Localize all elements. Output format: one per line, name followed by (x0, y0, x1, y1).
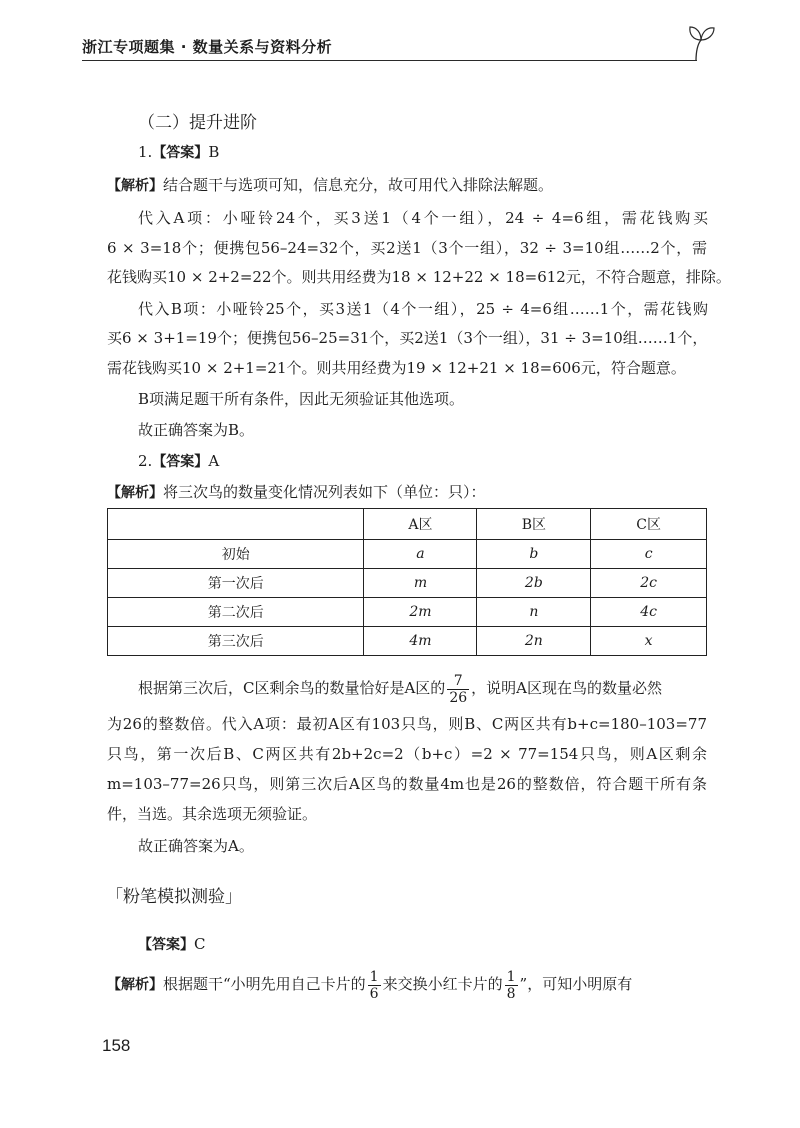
q2-analysis (107, 482, 707, 503)
mock-answer-tag: 【答案】 (138, 937, 194, 953)
table-row-label: 第一次后 (108, 569, 364, 598)
mock-answer (138, 934, 708, 955)
q1-option-a-line: 代入A项：小哑铃24个，买3送1（4个一组），24 ÷ 4=6组，需花钱购买 (138, 209, 708, 227)
mock-test-title: 「粉笔模拟测验」 (106, 887, 242, 907)
q2-paragraph-line: 件，当选。其余选项无须验证。 (107, 805, 318, 823)
q2-answer (138, 451, 708, 472)
q2-analysis-tag: 【解析】 (107, 485, 163, 501)
table-cell: 2n (477, 627, 591, 656)
page-number: 158 (102, 1036, 131, 1055)
q1-answer-tag: 【答案】 (152, 145, 209, 161)
fraction: $\frac{1}{8}$ (506, 968, 516, 1002)
table-cell: 2c (591, 569, 707, 598)
q1-analysis (107, 175, 707, 196)
header-rule (82, 60, 697, 61)
table-header-cell (108, 509, 364, 540)
q1-option-a-line: 6 × 3=18个；便携包56–24=32个，买2送1（3个一组），32 ÷ 3=10组……2个，需 (107, 239, 707, 257)
q1-option-b-line: 代入B项：小哑铃25个，买3送1（4个一组），25 ÷ 4=6组……1个，需花钱购 (138, 300, 708, 318)
q1-answer (138, 142, 708, 163)
mock-analysis: 【解析】根据题干“小明先用自己卡片的 $\frac{1}{6}$ 来交换小红卡片的 $\frac{1}{8}$ ”，可知小明原有 (107, 968, 633, 1002)
table-header-cell: B区 (477, 509, 591, 540)
q2-paragraph-line: m=103–77=26只鸟，则第三次后A区鸟的数量4m也是26的整数倍，符合题干所有条 (107, 775, 707, 793)
table-header-row (108, 509, 707, 540)
q1-analysis-intro: 结合题干与选项可知，信息充分，故可用代入排除法解题。 (163, 176, 554, 194)
table-cell: 2b (477, 569, 591, 598)
table-row (108, 540, 707, 569)
table-row-label: 第三次后 (108, 627, 364, 656)
bird-count-table (107, 508, 707, 656)
mock-answer-value: C (194, 935, 206, 953)
q2-analysis-intro: 将三次鸟的数量变化情况列表如下（单位：只）： (163, 483, 486, 501)
table-cell: a (364, 540, 477, 569)
q2-answer-tag: 【答案】 (152, 454, 209, 470)
q1-option-b-line: 需花钱购买10 × 2+1=21个。则共用经费为19 × 12+21 × 18=606元，符合题意。 (107, 359, 686, 377)
fraction: $\frac{1}{6}$ (369, 968, 379, 1002)
table-header-cell: A区 (364, 509, 477, 540)
sprout-icon (686, 18, 716, 62)
q1-analysis-tag: 【解析】 (107, 178, 163, 194)
table-cell: n (477, 598, 591, 627)
table-cell: m (364, 569, 477, 598)
fraction: $\frac{7}{26}$ (449, 672, 468, 706)
q2-paragraph-line: 只鸟，第一次后B、C两区共有2b+2c=2（b+c）=2 × 77=154只鸟，则A区剩余 (107, 745, 707, 763)
table-row-label: 第二次后 (108, 598, 364, 627)
q2-number: 2. (138, 452, 153, 470)
q2-paragraph-line: 为26的整数倍。代入A项：最初A区有103只鸟，则B、C两区共有b+c=180–103=77 (107, 715, 707, 733)
running-header-title: 浙江专项题集 · 数量关系与资料分析 (82, 38, 333, 56)
table-cell: 4m (364, 627, 477, 656)
q1-note: B项满足题干所有条件，因此无须验证其他选项。 (138, 390, 465, 408)
q1-option-b-line: 买6 × 3+1=19个；便携包56–25=31个，买2送1（3个一组），31 ÷ 3=10组……1个， (107, 329, 708, 347)
mock-analysis-tag: 【解析】 (107, 977, 163, 993)
table-cell: 4c (591, 598, 707, 627)
table-header-cell: C区 (591, 509, 707, 540)
q2-paragraph-line: 根据第三次后，C区剩余鸟的数量恰好是A区的 $\frac{7}{26}$ ，说明A区现在鸟的数量必然 (138, 672, 662, 706)
q1-number: 1. (138, 143, 153, 161)
section-heading: （二）提升进阶 (138, 113, 257, 133)
q1-conclusion: 故正确答案为B。 (138, 421, 255, 439)
table-cell: 2m (364, 598, 477, 627)
table-row-label: 初始 (108, 540, 364, 569)
table-row (108, 569, 707, 598)
table-cell: c (591, 540, 707, 569)
table-cell: b (477, 540, 591, 569)
q1-option-a-line: 花钱购买10 × 2+2=22个。则共用经费为18 × 12+22 × 18=612元，不符合题意，排除。 (107, 268, 731, 286)
q1-answer-value: B (208, 143, 220, 161)
table-row (108, 598, 707, 627)
table-row (108, 627, 707, 656)
q2-answer-value: A (208, 452, 220, 470)
table-cell: x (591, 627, 707, 656)
q2-conclusion: 故正确答案为A。 (138, 837, 254, 855)
